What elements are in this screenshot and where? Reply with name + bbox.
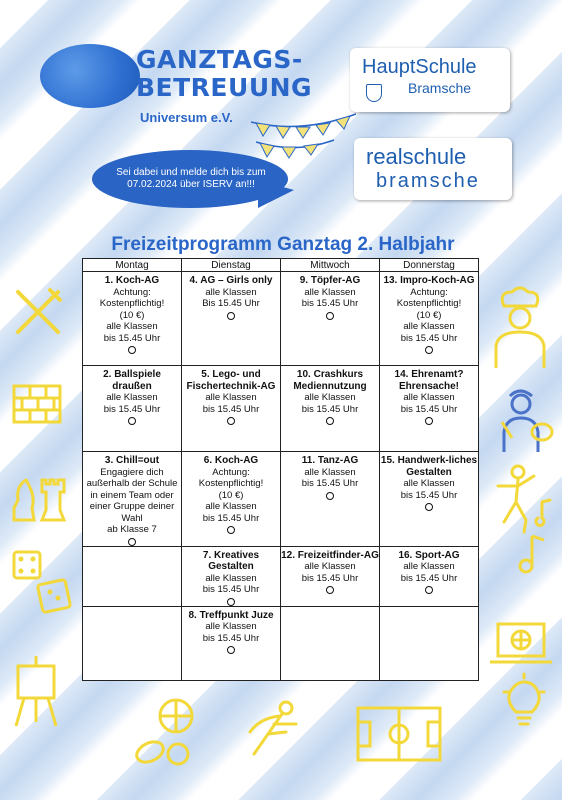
- selection-circle[interactable]: [128, 417, 136, 425]
- course-detail: Achtung:: [212, 466, 250, 478]
- dancer-icon: [490, 462, 556, 536]
- day-header-monday: Montag: [83, 259, 182, 272]
- selection-circle[interactable]: [227, 526, 235, 534]
- logo-line-2: BETREUUNG: [136, 73, 313, 102]
- course-detail: bis 15.45 Uhr: [301, 572, 359, 584]
- course-detail: bis 15.45 Uhr: [400, 489, 458, 501]
- course-detail: alle Klassen: [304, 286, 356, 298]
- course-detail: Achtung:: [410, 286, 448, 298]
- course-detail: alle Klassen: [403, 561, 455, 572]
- selection-circle[interactable]: [425, 586, 433, 594]
- course-title: 10. Crashkurs Mediennutzung: [293, 369, 367, 392]
- selection-circle[interactable]: [326, 492, 334, 500]
- course-title: 4. AG – Girls only: [189, 275, 273, 286]
- empty-cell: [380, 606, 479, 680]
- course-detail: alle Klassen: [304, 561, 356, 572]
- course-detail: alle Klassen: [304, 466, 356, 478]
- table-header-row: [83, 259, 479, 272]
- course-detail: alle Klassen: [403, 478, 455, 489]
- day-header-thursday: Donnerstag: [380, 259, 479, 272]
- course-detail: (10 €): [416, 309, 442, 321]
- course-detail: bis 15.45 Uhr: [202, 403, 260, 415]
- empty-cell: [83, 606, 182, 680]
- course-title: 12. Freizeitfinder-AG: [281, 549, 379, 561]
- course-detail: bis 15.45 Uhr: [301, 478, 359, 489]
- superhero-icon: [240, 698, 306, 762]
- selection-circle[interactable]: [425, 346, 433, 354]
- table-row: [83, 546, 479, 606]
- empty-cell: [281, 606, 380, 680]
- chef-icon: [490, 284, 552, 370]
- schedule-table: [82, 258, 479, 681]
- course-detail: alle Klassen: [403, 392, 455, 403]
- course-cell: [380, 272, 479, 366]
- course-detail: bis 15.45 Uhr: [400, 403, 458, 415]
- selection-circle[interactable]: [128, 346, 136, 354]
- course-detail: alle Klassen: [106, 321, 158, 332]
- course-cell: [182, 366, 281, 452]
- selection-circle[interactable]: [425, 417, 433, 425]
- easel-icon: [12, 652, 62, 728]
- course-detail: bis 15.45 Uhr: [202, 584, 260, 595]
- course-detail: Kostenpflichtig!: [198, 478, 264, 489]
- hauptschule-town: Bramsche: [408, 80, 472, 96]
- course-cell: [83, 272, 182, 366]
- course-detail: Kostenpflichtig!: [99, 298, 165, 309]
- course-cell: [83, 452, 182, 547]
- course-title: 11. Tanz-AG: [301, 455, 359, 466]
- course-title: 7. Kreatives Gestalten: [202, 549, 260, 572]
- day-header-tuesday: Dienstag: [182, 259, 281, 272]
- selection-circle[interactable]: [326, 417, 334, 425]
- course-cell: [380, 366, 479, 452]
- selection-circle[interactable]: [128, 538, 136, 546]
- realschule-name: realschule: [366, 144, 467, 169]
- course-detail: bis 15.45 Uhr: [202, 632, 260, 644]
- program-title: Freizeitprogramm Ganztag 2. Halbjahr: [111, 234, 455, 255]
- course-title: 16. Sport-AG: [398, 549, 460, 561]
- course-detail: (10 €): [218, 489, 244, 501]
- brick-wall-icon: [10, 378, 66, 428]
- course-detail: alle Klassen: [106, 392, 158, 403]
- course-detail: bis 15.45 Uhr: [301, 403, 359, 415]
- course-cell: [380, 546, 479, 606]
- course-detail: bis 15.45 Uhr: [103, 332, 161, 344]
- hauptschule-logo: [350, 48, 510, 112]
- selection-circle[interactable]: [326, 312, 334, 320]
- course-title: 8. Treffpunkt Juze: [188, 609, 274, 621]
- course-detail: (10 €): [119, 309, 145, 321]
- dice-icon: [10, 548, 76, 618]
- day-header-wednesday: Mittwoch: [281, 259, 380, 272]
- realschule-town: bramsche: [376, 170, 480, 192]
- course-cell: [281, 272, 380, 366]
- laptop-globe-icon: [488, 616, 554, 670]
- course-detail: alle Klassen: [403, 321, 455, 332]
- course-detail: bis 15.45 Uhr: [400, 572, 458, 584]
- realschule-logo: [354, 138, 512, 200]
- course-title: 2. Ballspiele draußen: [103, 369, 161, 392]
- selection-circle[interactable]: [326, 586, 334, 594]
- course-detail: Kostenpflichtig!: [396, 298, 462, 309]
- sports-balls-icon: [132, 696, 198, 770]
- selection-circle[interactable]: [227, 312, 235, 320]
- ganztag-logo-circle: [40, 44, 140, 108]
- table-row: [83, 606, 479, 680]
- course-title: 1. Koch-AG: [104, 275, 160, 286]
- course-title: 9. Töpfer-AG: [299, 275, 361, 286]
- course-detail: alle Klassen: [205, 286, 257, 298]
- course-detail: alle Klassen: [205, 392, 257, 403]
- course-detail: bis 15.45 Uhr: [103, 403, 161, 415]
- course-detail: Engagiere dich außerhalb der Schule in einem Team oder einer Gruppe deiner Wahl: [86, 466, 178, 524]
- course-detail: bis 15.45 Uhr: [400, 332, 458, 344]
- course-cell: [182, 606, 281, 680]
- course-cell: [83, 366, 182, 452]
- crest-icon: [366, 84, 382, 102]
- course-title: 14. Ehrenamt? Ehrensache!: [394, 369, 464, 392]
- bunting-flags-icon: [246, 102, 366, 162]
- course-detail: Bis 15.45 Uhr: [202, 298, 260, 309]
- course-cell: [182, 452, 281, 547]
- logo-subtitle: Universum e.V.: [140, 110, 233, 125]
- course-cell: [380, 452, 479, 547]
- ganztag-logo-title: [136, 46, 312, 102]
- course-detail: alle Klassen: [304, 392, 356, 403]
- chess-pieces-icon: [8, 470, 68, 526]
- selection-circle[interactable]: [227, 417, 235, 425]
- painter-icon: [496, 382, 556, 454]
- signup-text: Sei dabei und melde dich bis zum 07.02.2024 über ISERV an!!!: [116, 167, 266, 190]
- course-detail: bis 15.45 Uhr: [301, 298, 359, 309]
- table-row: [83, 272, 479, 366]
- course-title: 13. Impro-Koch-AG: [383, 275, 475, 286]
- course-detail: ab Klasse 7: [107, 524, 157, 535]
- soccer-field-icon: [354, 704, 444, 764]
- course-title: 6. Koch-AG: [203, 455, 259, 466]
- course-detail: alle Klassen: [205, 572, 257, 584]
- music-note-icon: [510, 530, 550, 580]
- selection-circle[interactable]: [227, 646, 235, 654]
- empty-cell: [83, 546, 182, 606]
- table-row: [83, 452, 479, 547]
- course-title: 3. Chill=out: [104, 455, 160, 466]
- selection-circle[interactable]: [227, 598, 235, 606]
- logo-line-1: GANZTAGS-: [136, 45, 303, 74]
- course-detail: alle Klassen: [205, 501, 257, 512]
- course-detail: bis 15.45 Uhr: [202, 512, 260, 524]
- cutlery-icon: [10, 284, 66, 340]
- course-cell: [281, 366, 380, 452]
- course-detail: Achtung:: [113, 286, 151, 298]
- course-cell: [182, 272, 281, 366]
- course-cell: [182, 546, 281, 606]
- lightbulb-icon: [498, 672, 548, 742]
- course-title: 15. Handwerk-liches Gestalten: [380, 455, 478, 478]
- course-detail: alle Klassen: [205, 621, 257, 632]
- hauptschule-name: HauptSchule: [362, 56, 477, 78]
- course-title: 5. Lego- und Fischertechnik-AG: [186, 369, 276, 392]
- course-cell: [281, 546, 380, 606]
- selection-circle[interactable]: [425, 503, 433, 511]
- table-row: [83, 366, 479, 452]
- course-cell: [281, 452, 380, 547]
